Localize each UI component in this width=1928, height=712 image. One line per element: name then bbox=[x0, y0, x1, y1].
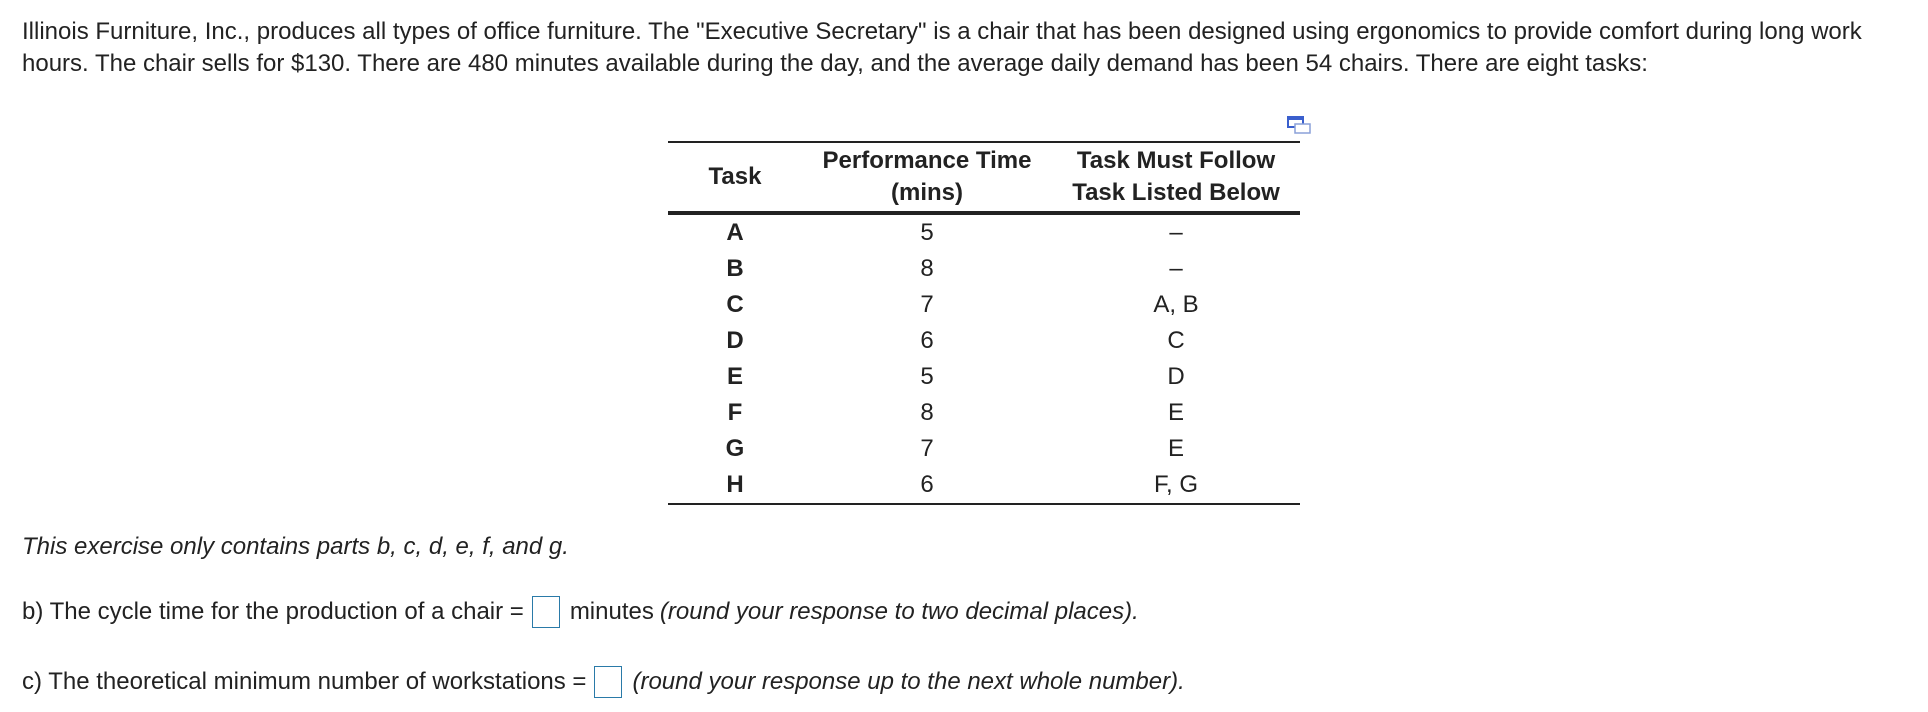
follow-cell: – bbox=[1169, 255, 1183, 282]
time-cell: 7 bbox=[920, 435, 934, 462]
time-cell: 8 bbox=[920, 255, 934, 282]
task-cell: C bbox=[726, 291, 744, 318]
follow-cell: – bbox=[1169, 219, 1183, 246]
table-header-row bbox=[668, 142, 1300, 213]
task-cell: A bbox=[726, 219, 744, 246]
follow-cell: E bbox=[1167, 399, 1184, 426]
table-row bbox=[668, 213, 1300, 251]
problem-intro: Illinois Furniture, Inc., produces all types of office furniture. The "Executive Secretary" is a chair that has been designed using ergonomics to provide comfort during long work hours. The chair sells for $130. There are 480 minutes available during the day, and the average daily demand has been 54 chairs. There are eight tasks: bbox=[22, 18, 1862, 77]
header-task: Task bbox=[708, 163, 762, 190]
time-cell: 5 bbox=[920, 363, 934, 390]
header-task-must-follow: Task Must Follow Task Listed Below bbox=[1072, 147, 1280, 206]
min-workstations-answer-input[interactable] bbox=[594, 666, 622, 698]
follow-cell: A, B bbox=[1153, 291, 1199, 318]
table-row bbox=[668, 359, 1300, 395]
follow-cell: F, G bbox=[1153, 471, 1198, 498]
question-b-prefix: b) The cycle time for the production of a chair = bbox=[22, 598, 524, 625]
header-performance-time: Performance Time (mins) bbox=[822, 147, 1032, 206]
table-row bbox=[668, 395, 1300, 431]
question-c-prefix: c) The theoretical minimum number of workstations = bbox=[22, 668, 587, 695]
follow-cell: D bbox=[1167, 363, 1185, 390]
task-cell: F bbox=[727, 399, 743, 426]
task-cell: G bbox=[725, 435, 745, 462]
question-c bbox=[22, 664, 1185, 700]
time-cell: 6 bbox=[920, 327, 934, 354]
table-row bbox=[668, 323, 1300, 359]
time-cell: 6 bbox=[920, 471, 934, 498]
task-cell: B bbox=[726, 255, 744, 282]
tasks-table bbox=[668, 141, 1300, 505]
task-cell: H bbox=[726, 471, 744, 498]
time-cell: 5 bbox=[920, 219, 934, 246]
table-row bbox=[668, 431, 1300, 467]
table-row bbox=[668, 467, 1300, 504]
question-b-unit: minutes bbox=[569, 598, 654, 625]
question-b-hint: (round your response to two decimal places). bbox=[659, 598, 1139, 625]
time-cell: 8 bbox=[920, 399, 934, 426]
question-b bbox=[22, 594, 1139, 630]
task-cell: D bbox=[726, 327, 744, 354]
exercise-note: This exercise only contains parts b, c, d, e, f, and g. bbox=[22, 533, 569, 560]
copy-table-icon[interactable] bbox=[1287, 116, 1311, 134]
table-row bbox=[668, 287, 1300, 323]
table-row bbox=[668, 251, 1300, 287]
time-cell: 7 bbox=[920, 291, 934, 318]
task-cell: E bbox=[726, 363, 743, 390]
follow-cell: C bbox=[1167, 327, 1185, 354]
follow-cell: E bbox=[1167, 435, 1184, 462]
question-c-hint: (round your response up to the next whole number). bbox=[632, 668, 1185, 695]
cycle-time-answer-input[interactable] bbox=[532, 596, 560, 628]
